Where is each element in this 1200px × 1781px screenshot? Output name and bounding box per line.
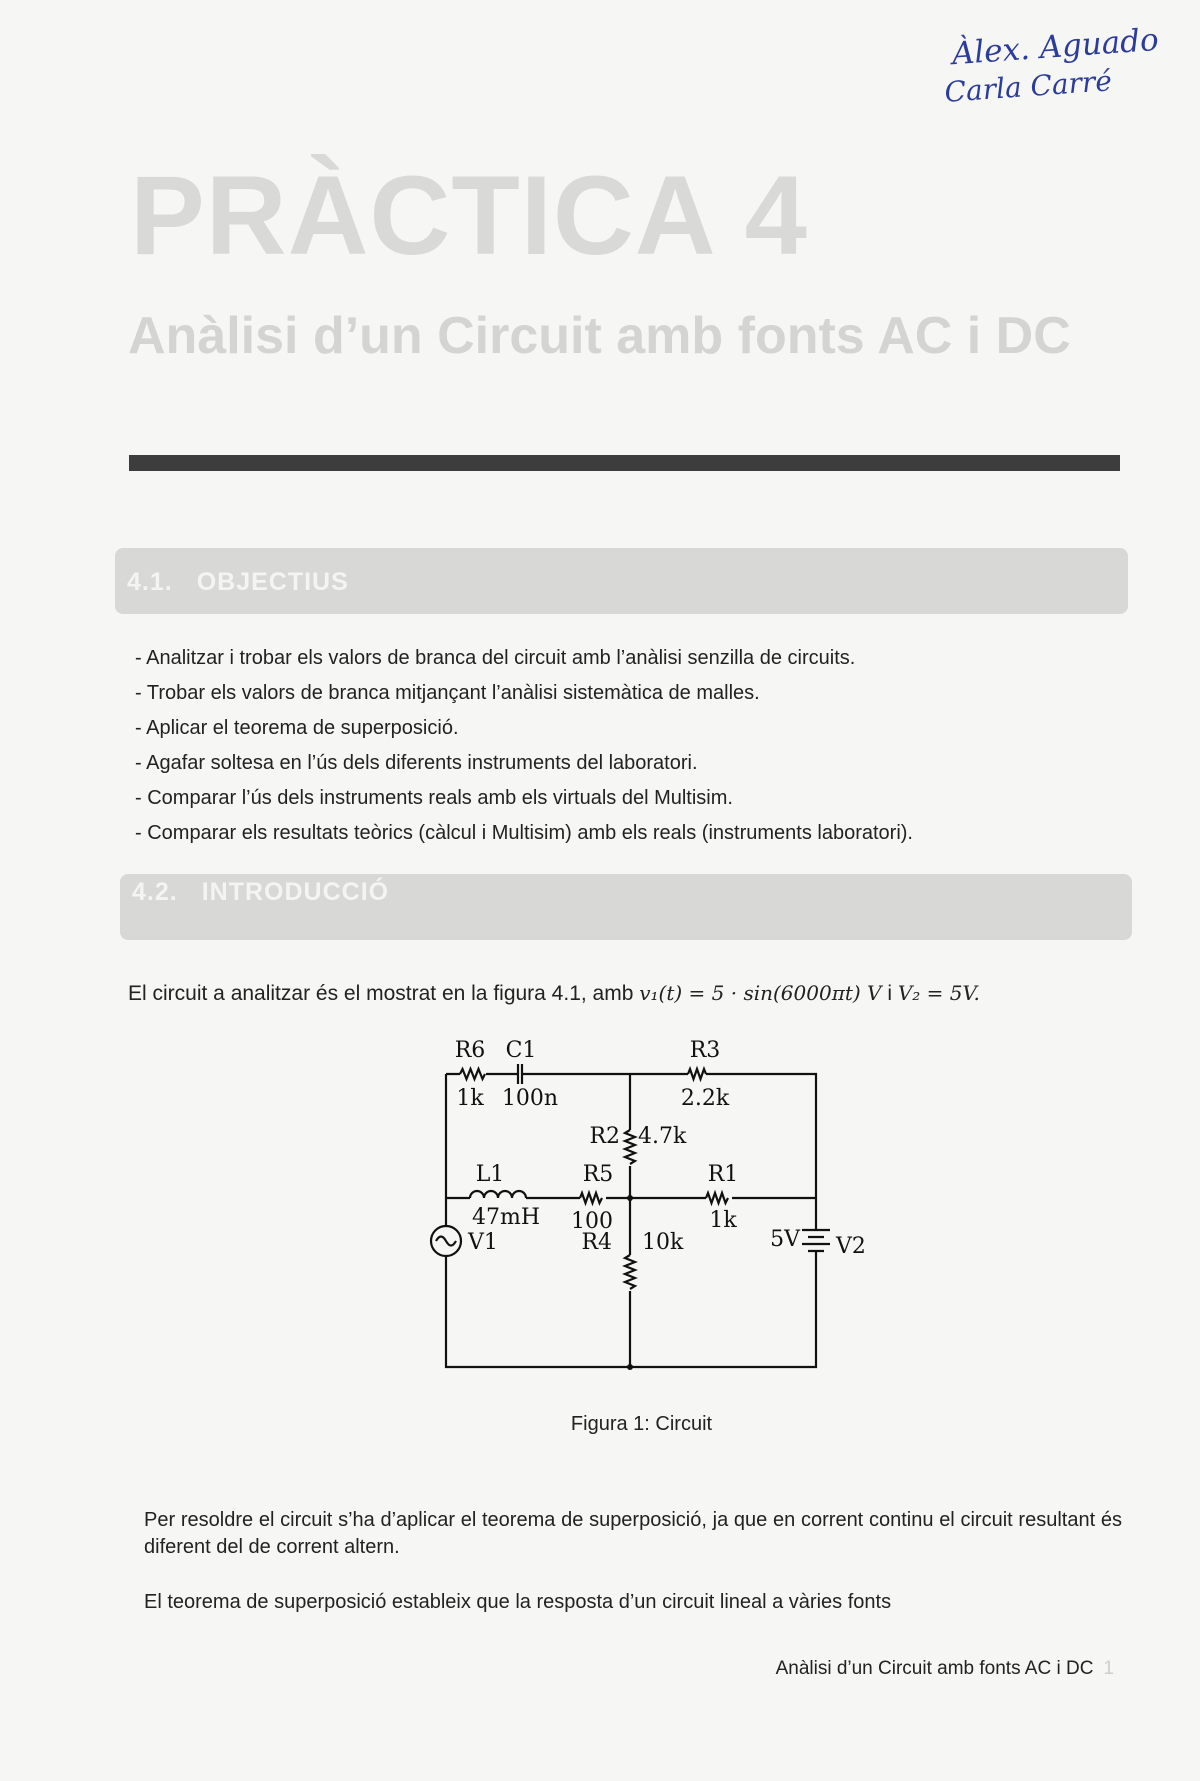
page-footer [776,1658,1114,1680]
list-item: - Analitzar i trobar els valors de branca del circuit amb l’anàlisi senzilla de circuits. [135,647,856,669]
practice-title: PRÀCTICA 4 [130,153,808,278]
label-v1: V1 [468,1230,498,1255]
v1-expression: v₁(t) = 5 · sin(6000πt) V [639,981,882,1005]
capacitor-c1 [518,1064,522,1084]
value-c1: 100n [501,1086,559,1111]
value-v2: 5V [770,1227,800,1252]
list-item: - Aplicar el teorema de superposició. [135,717,459,739]
paragraph-2: El teorema de superposició estableix que la resposta d’un circuit lineal a vàries fonts [144,1591,892,1613]
label-r1: R1 [707,1162,739,1187]
practice-subtitle: Anàlisi d’un Circuit amb fonts AC i DC [128,307,1071,365]
label-r5: R5 [582,1162,614,1187]
section-number: 4.2. [132,878,178,906]
intro-sentence: El circuit a analitzar és el mostrat en la figura 4.1, amb v₁(t) = 5 · sin(6000πt) V i V₂ = 5V. [128,981,980,1005]
footer-title: Anàlisi d’un Circuit amb fonts AC i DC [775,1658,1094,1679]
inductor-l1 [470,1191,526,1198]
section-header-objectius [115,548,1128,614]
resistor-r2 [625,1130,635,1164]
figure-caption: Figura 1: Circuit [570,1413,713,1435]
value-r1: 1k [709,1208,737,1233]
section-header-introduccio [120,874,1132,940]
label-r2: R2 [589,1124,620,1149]
junction [627,1195,633,1201]
label-l1: L1 [475,1162,505,1187]
handwritten-signatures [943,21,1163,109]
label-r4: R4 [581,1230,612,1255]
signature-2: Carla Carré [943,63,1113,109]
list-item: - Agafar soltesa en l’ús dels diferents instruments del laboratori. [135,752,698,774]
resistor-r3 [688,1069,706,1079]
objectives-list [135,641,913,851]
section-heading: INTRODUCCIÓ [201,878,390,906]
resistor-r5 [580,1193,602,1203]
label-c1: C1 [505,1038,537,1063]
sine-icon [436,1237,456,1246]
resistor-r6 [460,1069,485,1079]
v2-expression: V₂ = 5V. [897,981,980,1005]
section-number: 4.1. [127,568,173,596]
label-r3: R3 [689,1038,721,1063]
page-number: 1 [1103,1658,1114,1679]
value-r3: 2.2k [680,1086,730,1111]
junction [627,1364,633,1370]
list-item: - Comparar l’ús dels instruments reals amb els virtuals del Multisim. [135,787,733,809]
value-r6: 1k [456,1086,484,1111]
value-r4: 10k [642,1230,684,1255]
value-r5: 100 [571,1209,613,1234]
battery-v2 [802,1198,830,1280]
title-divider [129,455,1120,471]
label-v2: V2 [836,1234,866,1259]
label-r6: R6 [454,1038,486,1063]
resistor-r1 [706,1193,728,1203]
list-item: - Comparar els resultats teòrics (càlcul i Multisim) amb els reals (instruments laboratori). [135,822,913,844]
section-heading: OBJECTIUS [196,568,349,596]
value-l1: 47mH [471,1205,541,1230]
signature-1: Àlex. Aguado [950,21,1160,73]
value-r2: 4.7k [638,1124,687,1149]
list-item: - Trobar els valors de branca mitjançant l’anàlisi sistemàtica de malles. [135,682,760,704]
resistor-r4 [625,1255,635,1289]
paragraph-1: Per resoldre el circuit s’ha d’aplicar el teorema de superposició, ja que en corrent continu el circuit resultant és diferent del de corrent altern. [144,1509,1122,1558]
circuit-diagram [420,1030,880,1380]
